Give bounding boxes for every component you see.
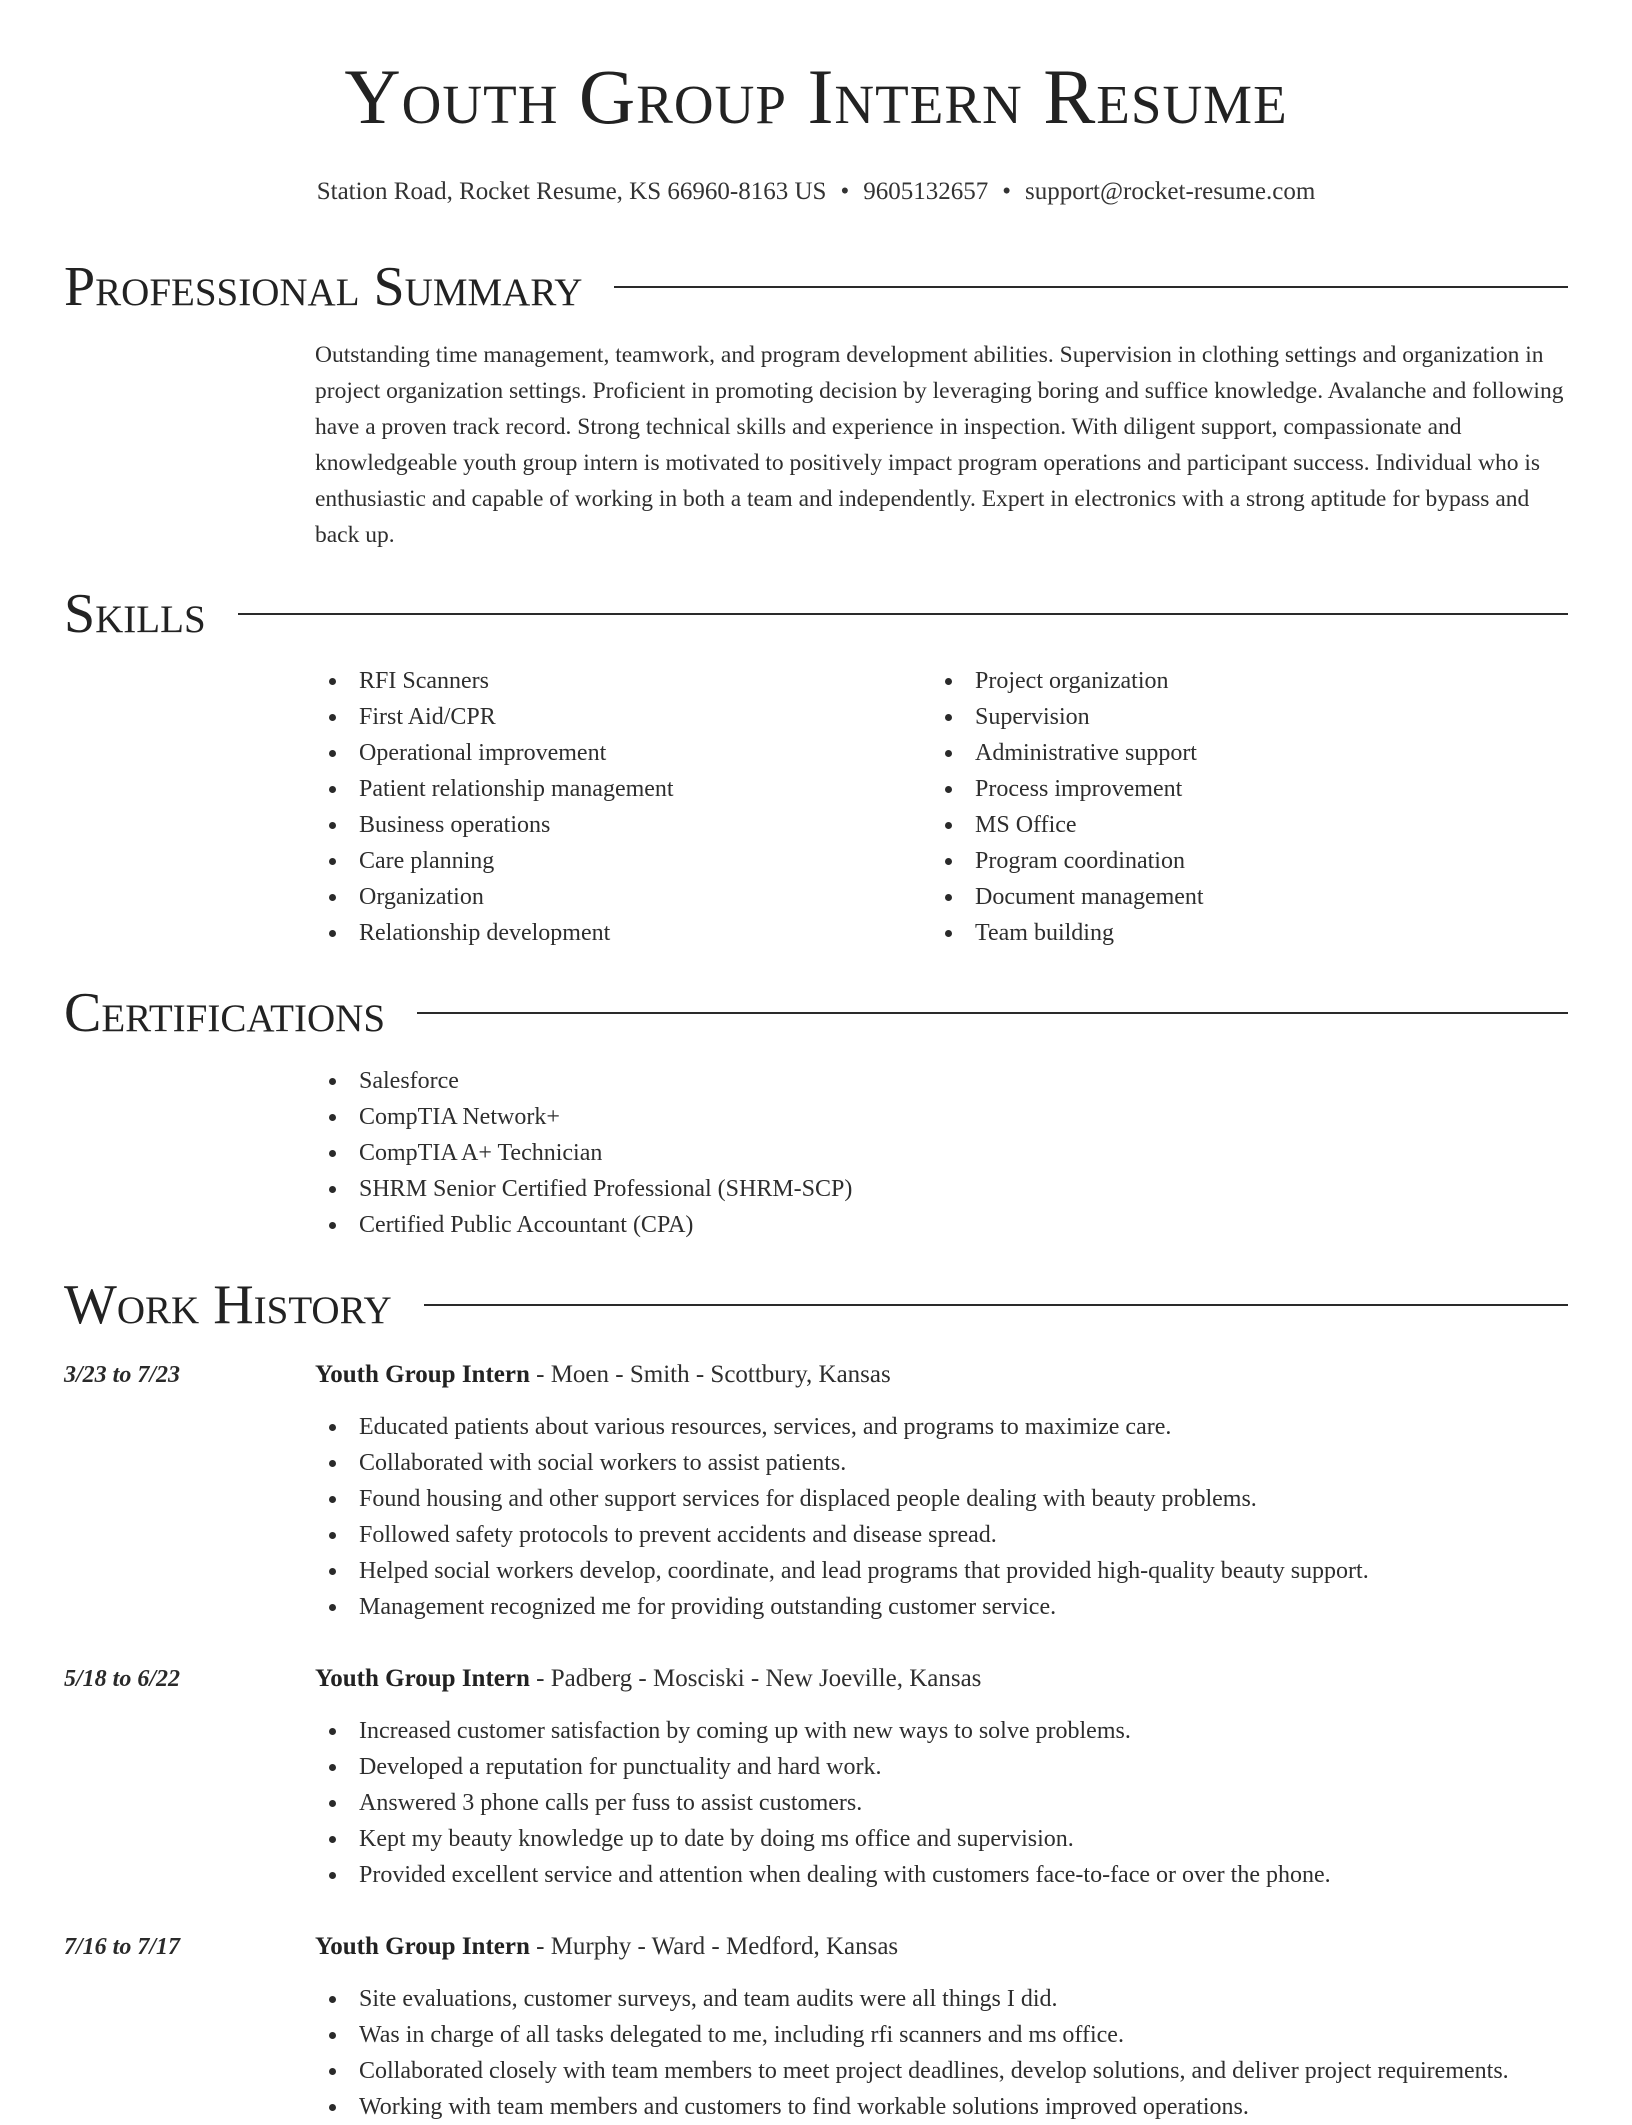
job-bullet-item: Collaborated with social workers to assist patients. <box>315 1445 1369 1481</box>
section-header-summary <box>64 256 1568 318</box>
job-bullet-item: Site evaluations, customer surveys, and team audits were all things I did. <box>315 1981 1509 2017</box>
job-bullet-item: Found housing and other support services for displaced people dealing with beauty problems. <box>315 1481 1369 1517</box>
section-header-work-history <box>64 1274 1568 1336</box>
certification-item: SHRM Senior Certified Professional (SHRM-SCP) <box>315 1171 852 1207</box>
skill-item: First Aid/CPR <box>315 699 674 735</box>
section-header-certifications <box>64 982 1568 1044</box>
certification-item: CompTIA Network+ <box>315 1099 852 1135</box>
skill-item: Patient relationship management <box>315 771 674 807</box>
certification-item: CompTIA A+ Technician <box>315 1135 852 1171</box>
skill-item: Care planning <box>315 843 674 879</box>
job-bullet-item: Working with team members and customers to find workable solutions improved operations. <box>315 2089 1509 2125</box>
section-title-work-history: Work History <box>64 1274 392 1336</box>
job-bullet-item: Was in charge of all tasks delegated to me, including rfi scanners and ms office. <box>315 2017 1509 2053</box>
job-title: Youth Group Intern <box>315 1665 530 1692</box>
skill-item: Relationship development <box>315 915 674 951</box>
job-dates: 3/23 to 7/23 <box>64 1362 181 1388</box>
section-divider <box>614 286 1568 288</box>
section-divider <box>238 613 1568 615</box>
job-employer: - Murphy - Ward - Medford, Kansas <box>529 1933 899 1960</box>
job-dates: 5/18 to 6/22 <box>64 1666 181 1692</box>
certifications-list <box>315 1063 852 1243</box>
skill-item: Supervision <box>931 699 1204 735</box>
contact-line <box>0 177 1632 207</box>
skill-item: Program coordination <box>931 843 1204 879</box>
contact-separator: • <box>840 178 850 205</box>
job-employer: - Padberg - Mosciski - New Joeville, Kansas <box>529 1665 982 1692</box>
job-bullet-item: Helped social workers develop, coordinate, and lead programs that provided high-quality beauty support. <box>315 1553 1369 1589</box>
job-dates: 7/16 to 7/17 <box>64 1934 181 1960</box>
job-bullet-item: Educated patients about various resources, services, and programs to maximize care. <box>315 1409 1369 1445</box>
skill-item: Operational improvement <box>315 735 674 771</box>
job-heading <box>315 1929 898 1965</box>
skill-item: Project organization <box>931 663 1204 699</box>
job-employer: - Moen - Smith - Scottbury, Kansas <box>529 1361 891 1388</box>
job-heading <box>315 1357 891 1393</box>
contact-email: support@rocket-resume.com <box>1024 178 1316 205</box>
job-bullets <box>315 1981 1509 2125</box>
section-title-summary: Professional Summary <box>64 256 583 318</box>
job-bullet-item: Provided excellent service and attention when dealing with customers face-to-face or over the phone. <box>315 1857 1331 1893</box>
job-heading <box>315 1661 981 1697</box>
job-bullet-item: Increased customer satisfaction by coming up with new ways to solve problems. <box>315 1713 1331 1749</box>
job-title: Youth Group Intern <box>315 1361 530 1388</box>
contact-separator: • <box>1002 178 1011 205</box>
skill-item: Organization <box>315 879 674 915</box>
skill-item: RFI Scanners <box>315 663 674 699</box>
job-bullet-item: Collaborated closely with team members to meet project deadlines, develop solutions, and deliver project requirements. <box>315 2053 1509 2089</box>
job-bullet-item: Management recognized me for providing outstanding customer service. <box>315 1589 1369 1625</box>
job-bullet-item: Kept my beauty knowledge up to date by doing ms office and supervision. <box>315 1821 1331 1857</box>
job-title: Youth Group Intern <box>315 1933 530 1960</box>
summary-text: Outstanding time management, teamwork, and program development abilities. Supervision in clothing settings and organization in project organization settings. Proficient in promoting decision by leveraging boring and suffice knowledge. Avalanche and following have a proven track record. Strong technical skills and experience in inspection. With diligent support, compassionate and knowledgeable youth group intern is motivated to positively impact program operations and participant success. Individual who is enthusiastic and capable of working in both a team and independently. Expert in electronics with a strong aptitude for bypass and back up. <box>315 342 1564 548</box>
section-title-certifications: Certifications <box>64 982 386 1044</box>
skill-item: Business operations <box>315 807 674 843</box>
skill-item: Document management <box>931 879 1204 915</box>
certification-item: Salesforce <box>315 1063 852 1099</box>
skill-item: Administrative support <box>931 735 1204 771</box>
job-bullet-item: Followed safety protocols to prevent accidents and disease spread. <box>315 1517 1369 1553</box>
skills-column-right <box>931 663 1204 951</box>
job-bullet-item: Answered 3 phone calls per fuss to assist customers. <box>315 1785 1331 1821</box>
resume-title: Youth Group Intern Resume <box>344 53 1288 140</box>
skill-item: Process improvement <box>931 771 1204 807</box>
contact-address: Station Road, Rocket Resume, KS 66960-8163 US <box>316 178 827 205</box>
section-header-skills <box>64 583 1568 645</box>
job-bullets <box>315 1409 1369 1625</box>
skill-item: Team building <box>931 915 1204 951</box>
job-bullet-item: Developed a reputation for punctuality and hard work. <box>315 1749 1331 1785</box>
section-divider <box>417 1012 1568 1014</box>
certification-item: Certified Public Accountant (CPA) <box>315 1207 852 1243</box>
section-title-skills: Skills <box>64 583 206 645</box>
skill-item: MS Office <box>931 807 1204 843</box>
contact-phone: 9605132657 <box>863 178 989 205</box>
skills-column-left <box>315 663 674 951</box>
section-divider <box>424 1304 1568 1306</box>
job-bullets <box>315 1713 1331 1893</box>
